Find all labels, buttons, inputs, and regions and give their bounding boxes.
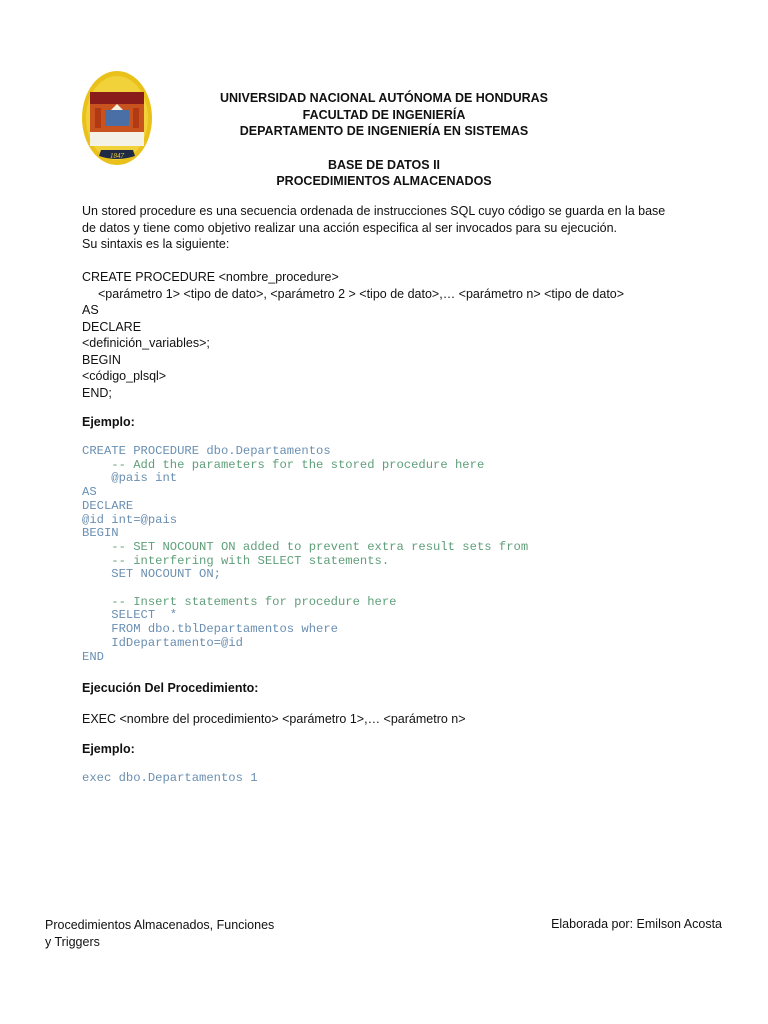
code-line: DECLARE (82, 498, 134, 513)
syntax-line: <código_plsql> (82, 369, 167, 383)
intro-line: de datos y tiene como objetivo realizar una acción especifica al ser invocados para su ejecución. (82, 220, 618, 235)
syntax-line: BEGIN (82, 352, 121, 367)
code-line: SET NOCOUNT ON; (82, 567, 221, 582)
example-label-2: Ejemplo: (82, 742, 135, 756)
syntax-line: DECLARE (82, 319, 142, 334)
code-line: AS (82, 485, 97, 500)
code-line: IdDepartamento=@id (82, 635, 243, 650)
footer-line: y Triggers (45, 935, 100, 949)
code-line: END (82, 649, 104, 664)
code-comment-line: -- Insert statements for procedure here (82, 594, 397, 609)
footer-course (45, 917, 305, 951)
course-title: BASE DE DATOS II (327, 157, 441, 172)
code-line: @pais int (82, 471, 178, 486)
code-line: SELECT * (82, 608, 178, 623)
document-header (160, 90, 608, 190)
syntax-line: CREATE PROCEDURE <nombre_procedure> (82, 270, 339, 284)
faculty-name: FACULTAD DE INGENIERÍA (302, 107, 466, 122)
example-label: Ejemplo: (82, 415, 135, 429)
footer-line: Procedimientos Almacenados, Funciones (45, 918, 275, 932)
intro-line: Un stored procedure es una secuencia ordenada de instrucciones SQL cuyo código se guarda en la base (82, 204, 666, 218)
code-example-exec: exec dbo.Departamentos 1 (82, 771, 258, 785)
execution-heading: Ejecución Del Procedimiento: (82, 681, 259, 695)
syntax-block (82, 269, 702, 401)
intro-paragraph (82, 203, 702, 253)
syntax-line: AS (82, 303, 99, 317)
document-title: PROCEDIMIENTOS ALMACENADOS (276, 174, 492, 188)
department-name: DEPARTAMENTO DE INGENIERÍA EN SISTEMAS (239, 124, 529, 138)
code-comment-line: -- interfering with SELECT statements. (82, 553, 390, 568)
code-comment-line: -- Add the parameters for the stored procedure here (82, 457, 485, 472)
syntax-line: END; (82, 385, 112, 400)
execution-syntax: EXEC <nombre del procedimiento> <parámetro 1>,… <parámetro n> (82, 712, 466, 726)
syntax-line: <definición_variables>; (82, 336, 210, 350)
university-seal-icon (81, 70, 153, 166)
intro-line: Su sintaxis es la siguiente: (82, 237, 230, 251)
syntax-line: <parámetro 1> <tipo de dato>, <parámetro 2 > <tipo de dato>,… <parámetro n> <tipo de dato> (98, 286, 625, 301)
code-comment-line: -- SET NOCOUNT ON added to prevent extra result sets from (82, 539, 529, 554)
footer-author: Elaborada por: Emilson Acosta (551, 917, 722, 931)
code-line: @id int=@pais (82, 512, 178, 527)
logo-year: 1847 (110, 152, 124, 160)
code-line: BEGIN (82, 526, 119, 541)
code-line: FROM dbo.tblDepartamentos where (82, 622, 338, 637)
code-example-procedure (82, 445, 528, 664)
university-name: UNIVERSIDAD NACIONAL AUTÓNOMA DE HONDURAS (219, 91, 548, 105)
code-line: CREATE PROCEDURE dbo.Departamentos (82, 444, 331, 458)
